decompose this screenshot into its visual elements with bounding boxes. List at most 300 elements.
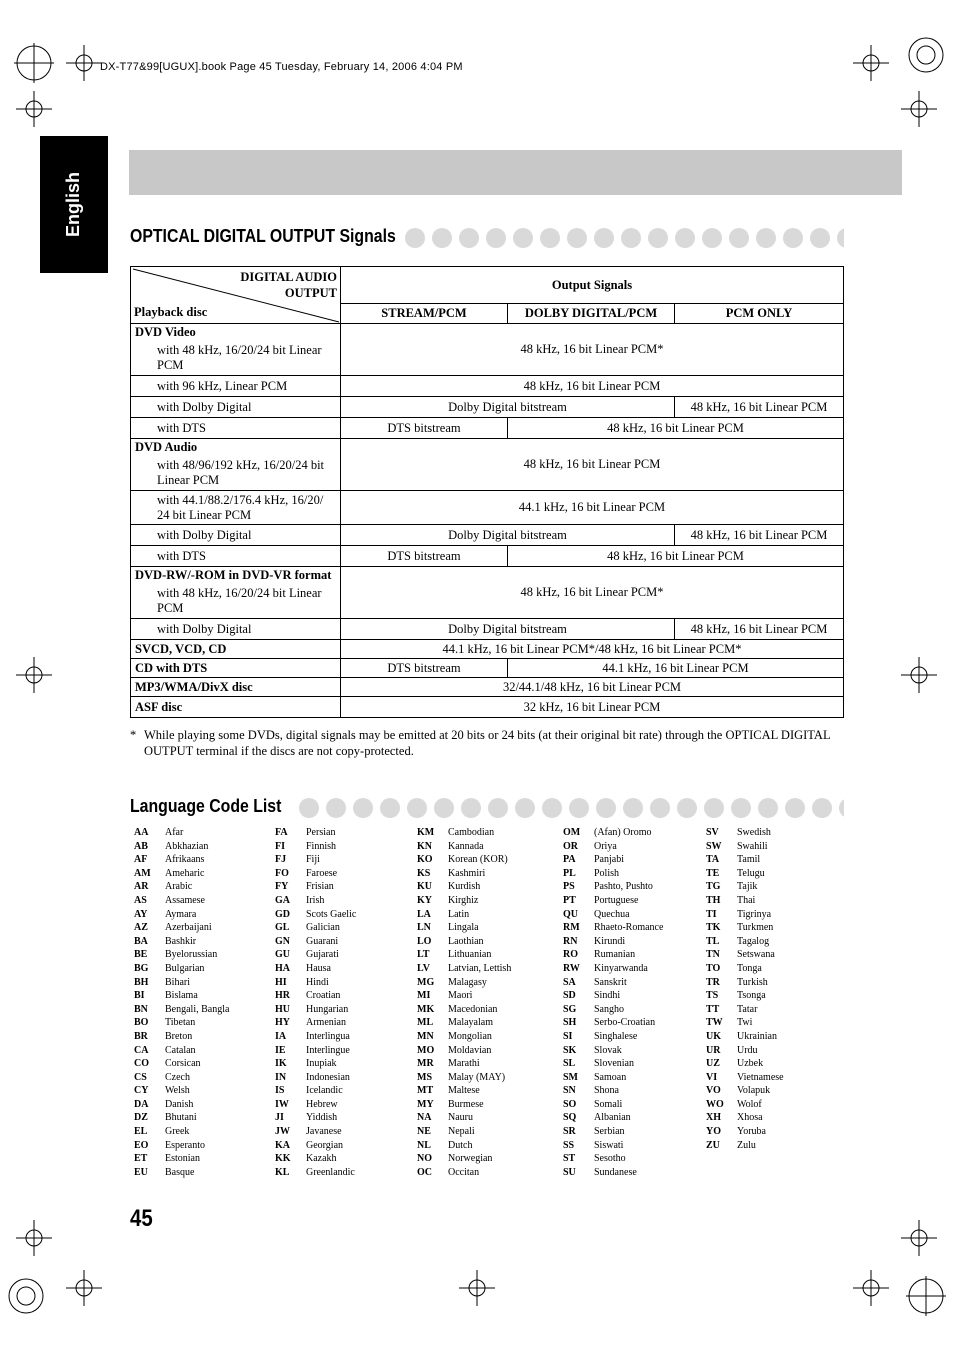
language-name: Twi xyxy=(737,1017,753,1029)
language-name: Estonian xyxy=(165,1153,200,1165)
language-name: Pashto, Pushto xyxy=(594,881,653,893)
language-code-row xyxy=(417,1125,511,1139)
language-code: TI xyxy=(706,908,717,920)
language-name: Occitan xyxy=(448,1166,480,1178)
language-code-row xyxy=(706,908,784,922)
crosshair-icon xyxy=(14,1218,54,1258)
language-code-row xyxy=(706,1139,784,1153)
language-code-row xyxy=(275,1084,356,1098)
language-code: HU xyxy=(275,1003,290,1015)
output-signals-header: Output Signals xyxy=(341,267,844,304)
language-name: Sundanese xyxy=(594,1166,637,1178)
language-code-row xyxy=(706,1098,784,1112)
language-name: Kurdish xyxy=(448,881,481,893)
table-cell: 48 kHz, 16 bit Linear PCM xyxy=(508,418,844,439)
language-code: PT xyxy=(563,894,576,906)
language-name: Hungarian xyxy=(306,1003,349,1015)
language-code-row xyxy=(134,908,229,922)
language-code: XH xyxy=(706,1112,721,1124)
language-name: Turkish xyxy=(737,976,768,988)
language-code-row xyxy=(563,1003,663,1017)
language-name: Tajik xyxy=(737,881,758,893)
language-name: Byelorussian xyxy=(165,949,218,961)
language-code-row xyxy=(563,976,663,990)
corner-top-label: DIGITAL AUDIO OUTPUT xyxy=(240,270,337,300)
language-code: BO xyxy=(134,1017,149,1029)
language-name: Mongolian xyxy=(448,1030,492,1042)
language-name: Samoan xyxy=(594,1071,627,1083)
registration-mark-icon xyxy=(906,35,946,75)
crosshair-icon xyxy=(457,1268,497,1308)
language-column-5 xyxy=(706,826,784,1152)
table-cell: 32 kHz, 16 bit Linear PCM xyxy=(341,697,844,718)
registration-mark-icon xyxy=(906,1276,946,1316)
language-name: Latin xyxy=(448,908,470,920)
language-code: KK xyxy=(275,1153,291,1165)
language-code: VO xyxy=(706,1085,721,1097)
running-header: DX-T77&99[UGUX].book Page 45 Tuesday, February 14, 2006 4:04 PM xyxy=(100,61,463,73)
language-code-row xyxy=(275,1057,356,1071)
language-code: ZU xyxy=(706,1139,720,1151)
language-code: DA xyxy=(134,1098,149,1110)
language-code: IE xyxy=(275,1044,286,1056)
language-code-row xyxy=(706,826,784,840)
language-name: Polish xyxy=(594,867,620,879)
language-name: Uzbek xyxy=(737,1058,764,1070)
language-name: Urdu xyxy=(737,1044,758,1056)
language-code-row xyxy=(706,1057,784,1071)
language-name: Corsican xyxy=(165,1058,201,1070)
table-footnote xyxy=(130,727,845,759)
language-name: Tamil xyxy=(737,854,761,866)
language-code-row xyxy=(134,867,229,881)
language-name: Tsonga xyxy=(737,990,766,1002)
language-name: Lingala xyxy=(448,922,479,934)
language-code: HI xyxy=(275,976,287,988)
language-name: Armenian xyxy=(306,1017,346,1029)
language-name: Maltese xyxy=(448,1085,480,1097)
language-code: MN xyxy=(417,1030,434,1042)
table-row-label: with DTS xyxy=(131,418,341,439)
language-code-row xyxy=(563,1071,663,1085)
language-code: RW xyxy=(563,962,580,974)
language-name: Swahili xyxy=(737,840,768,852)
language-code-row xyxy=(706,962,784,976)
language-code: GL xyxy=(275,922,290,934)
table-cell: 48 kHz, 16 bit Linear PCM xyxy=(341,439,844,491)
table-cell: 32/44.1/48 kHz, 16 bit Linear PCM xyxy=(341,678,844,697)
language-name: Greek xyxy=(165,1126,190,1138)
language-code: TA xyxy=(706,854,720,866)
language-code: SG xyxy=(563,1003,577,1015)
language-code-row xyxy=(706,1084,784,1098)
language-name: Faroese xyxy=(306,867,338,879)
table-cell: 48 kHz, 16 bit Linear PCM xyxy=(341,376,844,397)
language-code-row xyxy=(134,1152,229,1166)
language-code-row xyxy=(417,948,511,962)
language-code: MI xyxy=(417,990,431,1002)
language-code: BE xyxy=(134,949,148,961)
language-code: NE xyxy=(417,1126,431,1138)
language-code: BH xyxy=(134,976,149,988)
language-name: Welsh xyxy=(165,1085,190,1097)
language-code-row xyxy=(134,1071,229,1085)
language-name: Turkmen xyxy=(737,922,774,934)
language-section-title: Language Code List xyxy=(130,796,282,816)
language-code-row xyxy=(275,1125,356,1139)
language-code-row xyxy=(706,1003,784,1017)
language-code-row xyxy=(706,976,784,990)
table-corner-header xyxy=(131,267,341,324)
language-name: Afar xyxy=(165,827,184,838)
language-code-row xyxy=(563,908,663,922)
language-code-row xyxy=(275,826,356,840)
language-code-row xyxy=(417,935,511,949)
language-code: OR xyxy=(563,840,578,852)
language-code-row xyxy=(417,894,511,908)
language-code: JI xyxy=(275,1112,284,1124)
row-group-svcd: SVCD, VCD, CD xyxy=(131,640,341,659)
language-code: TL xyxy=(706,935,720,947)
language-code-row xyxy=(275,976,356,990)
language-name: Rhaeto-Romance xyxy=(594,922,664,934)
language-code-row xyxy=(563,1139,663,1153)
language-code: KO xyxy=(417,854,433,866)
language-code-row xyxy=(417,1098,511,1112)
language-column-4 xyxy=(563,826,663,1179)
language-code: NL xyxy=(417,1139,431,1151)
language-name: Kinyarwanda xyxy=(594,962,648,974)
language-name: Laothian xyxy=(448,935,484,947)
language-code-row xyxy=(417,1084,511,1098)
row-group-mp3: MP3/WMA/DivX disc xyxy=(131,678,341,697)
language-code-row xyxy=(275,1152,356,1166)
language-name: Hausa xyxy=(306,962,331,974)
language-code: CY xyxy=(134,1085,149,1097)
language-code: MS xyxy=(417,1071,432,1083)
language-code-row xyxy=(417,853,511,867)
language-code: TG xyxy=(706,881,721,893)
language-code: TS xyxy=(706,990,719,1002)
language-code-row xyxy=(563,880,663,894)
language-name: Oriya xyxy=(594,840,617,852)
language-code: FI xyxy=(275,840,285,852)
language-code: LV xyxy=(417,962,430,974)
language-code-row xyxy=(563,921,663,935)
language-code: LT xyxy=(417,949,430,961)
language-code-row xyxy=(417,1139,511,1153)
language-name: Portuguese xyxy=(594,894,639,906)
language-name: Javanese xyxy=(306,1126,342,1138)
language-code: ML xyxy=(417,1017,434,1029)
decorative-dots xyxy=(404,227,844,249)
language-code: IS xyxy=(275,1085,285,1097)
language-name: Interlingua xyxy=(306,1030,350,1042)
decorative-dots xyxy=(298,797,844,819)
language-code-row xyxy=(417,1003,511,1017)
language-code: TR xyxy=(706,976,720,988)
crosshair-icon xyxy=(64,43,104,83)
language-name: Tonga xyxy=(737,962,762,974)
crosshair-icon xyxy=(14,655,54,695)
language-name: Aymara xyxy=(165,908,197,920)
row-group-dvd-rw: DVD-RW/-ROM in DVD-VR format xyxy=(131,567,341,585)
language-code: MO xyxy=(417,1044,435,1056)
language-code-row xyxy=(706,1111,784,1125)
language-name: Setswana xyxy=(737,949,775,961)
language-code: NA xyxy=(417,1112,432,1124)
language-name: Tagalog xyxy=(737,935,770,947)
language-code: LO xyxy=(417,935,432,947)
language-code-row xyxy=(134,1044,229,1058)
language-code-row xyxy=(417,1071,511,1085)
language-code: AA xyxy=(134,827,149,838)
language-code: MT xyxy=(417,1085,434,1097)
table-cell: Dolby Digital bitstream xyxy=(341,525,675,546)
row-group-asf: ASF disc xyxy=(131,697,341,718)
language-name: Tigrinya xyxy=(737,908,772,920)
language-code-row xyxy=(706,1030,784,1044)
language-name: Sanskrit xyxy=(594,976,627,988)
language-name: Singhalese xyxy=(594,1030,638,1042)
language-code: SA xyxy=(563,976,576,988)
language-name: Finnish xyxy=(306,840,337,852)
language-name: Nepali xyxy=(448,1126,475,1138)
table-row-label: with Dolby Digital xyxy=(131,525,341,546)
header-band xyxy=(129,150,902,195)
language-code-row xyxy=(563,1044,663,1058)
language-name: Malagasy xyxy=(448,976,487,988)
language-name: Macedonian xyxy=(448,1003,498,1015)
language-code: AZ xyxy=(134,922,148,934)
language-code: GN xyxy=(275,935,290,947)
language-code: RN xyxy=(563,935,578,947)
language-name: Catalan xyxy=(165,1044,196,1056)
language-name: Persian xyxy=(306,827,336,838)
language-code-row xyxy=(417,1016,511,1030)
language-code-row xyxy=(417,1030,511,1044)
language-code-row xyxy=(134,853,229,867)
language-code-row xyxy=(417,1111,511,1125)
language-code-row xyxy=(275,894,356,908)
language-code: AY xyxy=(134,908,148,920)
language-code: HR xyxy=(275,990,290,1002)
language-code: ET xyxy=(134,1153,148,1165)
table-cell: DTS bitstream xyxy=(341,546,508,567)
registration-mark-icon xyxy=(14,43,54,83)
language-code: JW xyxy=(275,1126,290,1138)
language-code: HA xyxy=(275,962,290,974)
language-code-row xyxy=(134,976,229,990)
table-row-label: with Dolby Digital xyxy=(131,397,341,418)
language-code: TH xyxy=(706,894,721,906)
language-name: Swedish xyxy=(737,827,771,838)
language-code: EL xyxy=(134,1126,148,1138)
language-code-row xyxy=(563,1057,663,1071)
language-code: SN xyxy=(563,1085,576,1097)
table-row-label: with 48 kHz, 16/20/24 bit Linear PCM xyxy=(131,585,341,619)
language-name: Rumanian xyxy=(594,949,636,961)
language-code: LN xyxy=(417,922,431,934)
language-code-row xyxy=(417,908,511,922)
language-side-tab xyxy=(40,136,108,273)
language-code: AF xyxy=(134,854,148,866)
language-code-row xyxy=(275,935,356,949)
language-code: SU xyxy=(563,1166,576,1178)
language-name: Bislama xyxy=(165,990,198,1002)
language-code: KA xyxy=(275,1139,290,1151)
language-name: Kirundi xyxy=(594,935,626,947)
language-code: EO xyxy=(134,1139,149,1151)
language-name: Nauru xyxy=(448,1112,473,1124)
language-code: AM xyxy=(134,867,151,879)
language-code-row xyxy=(134,1125,229,1139)
language-name: Bihari xyxy=(165,976,190,988)
language-code-row xyxy=(275,989,356,1003)
language-code: KN xyxy=(417,840,432,852)
language-code: SL xyxy=(563,1058,576,1070)
table-cell: 48 kHz, 16 bit Linear PCM* xyxy=(341,567,844,619)
language-code-row xyxy=(275,1003,356,1017)
language-code: BA xyxy=(134,935,148,947)
table-cell: 44.1 kHz, 16 bit Linear PCM xyxy=(341,491,844,525)
language-name: Inupiak xyxy=(306,1058,337,1070)
footnote-text: While playing some DVDs, digital signals may be emitted at 20 bits or 24 bits (at their original bit rate) through the OPTICAL DIGITAL OUTPUT terminal if the discs are not copy-protected. xyxy=(144,728,831,758)
language-code: KL xyxy=(275,1166,290,1178)
language-code-row xyxy=(417,880,511,894)
col-header-stream: STREAM/PCM xyxy=(341,304,508,324)
language-name: Quechua xyxy=(594,908,630,920)
language-code-row xyxy=(134,1098,229,1112)
corner-bottom-label: Playback disc xyxy=(134,305,208,319)
language-name: Yiddish xyxy=(306,1112,338,1124)
crosshair-icon xyxy=(851,43,891,83)
language-code: GA xyxy=(275,894,290,906)
language-name: Latvian, Lettish xyxy=(448,962,512,974)
language-name: Guarani xyxy=(306,935,339,947)
language-code-row xyxy=(563,1125,663,1139)
language-code: OM xyxy=(563,827,581,838)
language-name: Breton xyxy=(165,1030,193,1042)
language-code: BG xyxy=(134,962,149,974)
language-code: MK xyxy=(417,1003,435,1015)
language-name: Azerbaijani xyxy=(165,922,212,934)
table-cell: 44.1 kHz, 16 bit Linear PCM xyxy=(508,659,844,678)
language-code: SV xyxy=(706,827,719,838)
language-code-row xyxy=(417,1166,511,1180)
language-code-row xyxy=(275,880,356,894)
language-code-row xyxy=(275,1030,356,1044)
language-name: Telugu xyxy=(737,867,765,879)
language-code: VI xyxy=(706,1071,718,1083)
language-name: Czech xyxy=(165,1071,190,1083)
table-row-label: with 44.1/88.2/176.4 kHz, 16/20/ 24 bit Linear PCM xyxy=(131,491,341,525)
language-code-row xyxy=(134,1166,229,1180)
language-name: Dutch xyxy=(448,1139,473,1151)
language-name: Assamese xyxy=(165,894,205,906)
language-name: Moldavian xyxy=(448,1044,492,1056)
language-code-row xyxy=(563,1111,663,1125)
language-code: TW xyxy=(706,1017,723,1029)
language-name: Frisian xyxy=(306,881,334,893)
language-code: BN xyxy=(134,1003,148,1015)
optical-section-title: OPTICAL DIGITAL OUTPUT Signals xyxy=(130,226,396,246)
language-code: NO xyxy=(417,1153,432,1165)
language-code-row xyxy=(134,921,229,935)
language-code-row xyxy=(134,840,229,854)
table-row-label: with 48/96/192 kHz, 16/20/24 bit Linear PCM xyxy=(131,457,341,491)
language-name: Tibetan xyxy=(165,1017,196,1029)
language-name: Hebrew xyxy=(306,1098,338,1110)
language-code-row xyxy=(417,840,511,854)
language-code: FA xyxy=(275,827,288,838)
table-cell: DTS bitstream xyxy=(341,659,508,678)
language-name: Kirghiz xyxy=(448,894,479,906)
language-name: Burmese xyxy=(448,1098,484,1110)
language-code-row xyxy=(706,921,784,935)
language-code-row xyxy=(275,921,356,935)
language-code: TT xyxy=(706,1003,720,1015)
language-code-row xyxy=(706,853,784,867)
language-name: Volapuk xyxy=(737,1085,771,1097)
language-code-row xyxy=(275,1044,356,1058)
language-code: SH xyxy=(563,1017,577,1029)
table-cell: 48 kHz, 16 bit Linear PCM xyxy=(508,546,844,567)
language-code: SM xyxy=(563,1071,578,1083)
language-code: PS xyxy=(563,881,575,893)
language-name: Arabic xyxy=(165,881,193,893)
language-code: IK xyxy=(275,1058,287,1070)
table-cell: Dolby Digital bitstream xyxy=(341,619,675,640)
language-code-row xyxy=(275,1166,356,1180)
language-code-row xyxy=(563,948,663,962)
language-name: Xhosa xyxy=(737,1112,763,1124)
language-code-row xyxy=(417,989,511,1003)
table-cell: 48 kHz, 16 bit Linear PCM xyxy=(675,619,844,640)
language-code-row xyxy=(134,1084,229,1098)
language-name: (Afan) Oromo xyxy=(594,827,652,838)
language-name: Fiji xyxy=(306,854,320,866)
language-name: Croatian xyxy=(306,990,341,1002)
language-code: GU xyxy=(275,949,290,961)
language-code-row xyxy=(563,1016,663,1030)
language-name: Interlingue xyxy=(306,1044,350,1056)
language-code-row xyxy=(275,948,356,962)
language-code-row xyxy=(134,826,229,840)
language-code-row xyxy=(563,1166,663,1180)
language-code: AS xyxy=(134,894,147,906)
row-group-dvd-audio: DVD Audio xyxy=(131,439,341,457)
language-code: SI xyxy=(563,1030,573,1042)
language-code: PL xyxy=(563,867,576,879)
table-row-label: with 48 kHz, 16/20/24 bit Linear PCM xyxy=(131,342,341,376)
language-code-row xyxy=(275,853,356,867)
language-column-1 xyxy=(134,826,229,1179)
language-code: QU xyxy=(563,908,578,920)
language-name: Malay (MAY) xyxy=(448,1071,506,1083)
side-tab-label: English xyxy=(63,171,84,238)
language-code-row xyxy=(706,989,784,1003)
table-cell: 48 kHz, 16 bit Linear PCM xyxy=(675,397,844,418)
language-name: Sindhi xyxy=(594,990,621,1002)
language-code: CA xyxy=(134,1044,149,1056)
language-name: Basque xyxy=(165,1166,195,1178)
language-code-row xyxy=(417,1152,511,1166)
table-cell: 48 kHz, 16 bit Linear PCM* xyxy=(341,324,844,376)
language-code: SW xyxy=(706,840,722,852)
language-name: Georgian xyxy=(306,1139,344,1151)
language-code-row xyxy=(706,935,784,949)
